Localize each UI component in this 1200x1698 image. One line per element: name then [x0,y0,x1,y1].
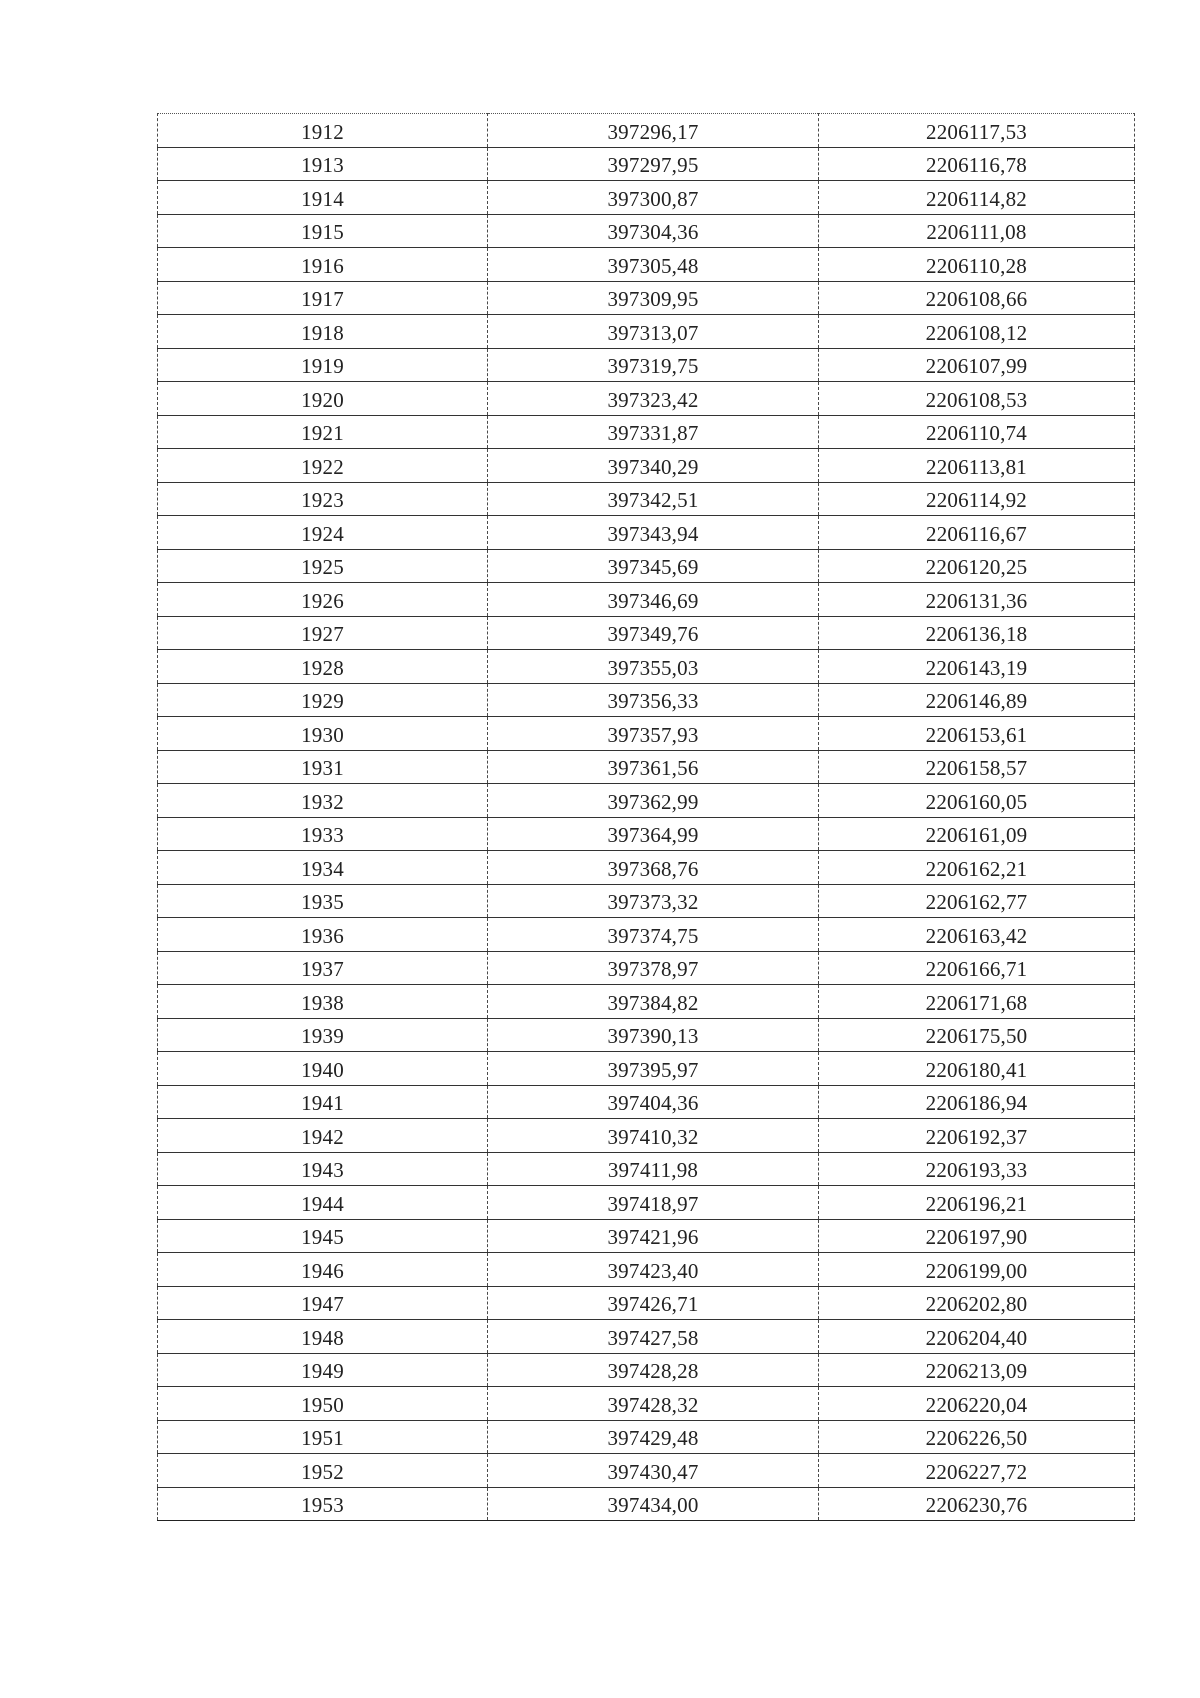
table-row [158,348,1135,382]
table-row [158,1353,1135,1387]
table-row [158,884,1135,918]
coordinates-table [157,113,1135,1521]
point-number-cell: 1938 [158,985,488,1019]
y-coordinate-cell: 2206153,61 [819,717,1135,751]
x-coordinate-cell: 397374,75 [488,918,819,952]
x-coordinate-cell: 397340,29 [488,449,819,483]
x-coordinate-cell: 397395,97 [488,1052,819,1086]
y-coordinate-cell: 2206227,72 [819,1454,1135,1488]
table-row [158,784,1135,818]
table-row [158,1454,1135,1488]
point-number-cell: 1937 [158,951,488,985]
y-coordinate-cell: 2206114,82 [819,181,1135,215]
y-coordinate-cell: 2206180,41 [819,1052,1135,1086]
x-coordinate-cell: 397349,76 [488,616,819,650]
point-number-cell: 1951 [158,1420,488,1454]
y-coordinate-cell: 2206226,50 [819,1420,1135,1454]
point-number-cell: 1936 [158,918,488,952]
point-number-cell: 1929 [158,683,488,717]
point-number-cell: 1928 [158,650,488,684]
x-coordinate-cell: 397309,95 [488,281,819,315]
table-row [158,717,1135,751]
point-number-cell: 1914 [158,181,488,215]
x-coordinate-cell: 397300,87 [488,181,819,215]
table-row [158,1052,1135,1086]
y-coordinate-cell: 2206113,81 [819,449,1135,483]
table-row [158,1219,1135,1253]
y-coordinate-cell: 2206114,92 [819,482,1135,516]
y-coordinate-cell: 2206192,37 [819,1119,1135,1153]
point-number-cell: 1919 [158,348,488,382]
table-row [158,482,1135,516]
x-coordinate-cell: 397427,58 [488,1320,819,1354]
point-number-cell: 1912 [158,114,488,148]
point-number-cell: 1944 [158,1186,488,1220]
table-row [158,985,1135,1019]
x-coordinate-cell: 397418,97 [488,1186,819,1220]
table-row [158,181,1135,215]
y-coordinate-cell: 2206110,74 [819,415,1135,449]
table-row [158,1253,1135,1287]
y-coordinate-cell: 2206213,09 [819,1353,1135,1387]
point-number-cell: 1952 [158,1454,488,1488]
table-row [158,516,1135,550]
x-coordinate-cell: 397423,40 [488,1253,819,1287]
point-number-cell: 1921 [158,415,488,449]
table-row [158,1387,1135,1421]
y-coordinate-cell: 2206199,00 [819,1253,1135,1287]
point-number-cell: 1915 [158,214,488,248]
point-number-cell: 1950 [158,1387,488,1421]
point-number-cell: 1913 [158,147,488,181]
table-row [158,650,1135,684]
table-row [158,1286,1135,1320]
table-row [158,951,1135,985]
y-coordinate-cell: 2206193,33 [819,1152,1135,1186]
y-coordinate-cell: 2206166,71 [819,951,1135,985]
y-coordinate-cell: 2206146,89 [819,683,1135,717]
point-number-cell: 1943 [158,1152,488,1186]
table-row [158,683,1135,717]
point-number-cell: 1949 [158,1353,488,1387]
table-row [158,415,1135,449]
x-coordinate-cell: 397343,94 [488,516,819,550]
x-coordinate-cell: 397373,32 [488,884,819,918]
y-coordinate-cell: 2206143,19 [819,650,1135,684]
y-coordinate-cell: 2206230,76 [819,1487,1135,1521]
point-number-cell: 1918 [158,315,488,349]
x-coordinate-cell: 397410,32 [488,1119,819,1153]
y-coordinate-cell: 2206197,90 [819,1219,1135,1253]
table-row [158,147,1135,181]
y-coordinate-cell: 2206162,21 [819,851,1135,885]
table-row [158,248,1135,282]
y-coordinate-cell: 2206160,05 [819,784,1135,818]
y-coordinate-cell: 2206116,67 [819,516,1135,550]
table-row [158,214,1135,248]
x-coordinate-cell: 397428,28 [488,1353,819,1387]
table-row [158,1420,1135,1454]
point-number-cell: 1924 [158,516,488,550]
point-number-cell: 1940 [158,1052,488,1086]
point-number-cell: 1946 [158,1253,488,1287]
point-number-cell: 1917 [158,281,488,315]
x-coordinate-cell: 397404,36 [488,1085,819,1119]
table-row [158,1119,1135,1153]
point-number-cell: 1925 [158,549,488,583]
y-coordinate-cell: 2206204,40 [819,1320,1135,1354]
table-row [158,1085,1135,1119]
y-coordinate-cell: 2206162,77 [819,884,1135,918]
table-row [158,1152,1135,1186]
x-coordinate-cell: 397331,87 [488,415,819,449]
x-coordinate-cell: 397384,82 [488,985,819,1019]
point-number-cell: 1941 [158,1085,488,1119]
y-coordinate-cell: 2206111,08 [819,214,1135,248]
y-coordinate-cell: 2206161,09 [819,817,1135,851]
y-coordinate-cell: 2206131,36 [819,583,1135,617]
y-coordinate-cell: 2206108,66 [819,281,1135,315]
x-coordinate-cell: 397434,00 [488,1487,819,1521]
y-coordinate-cell: 2206196,21 [819,1186,1135,1220]
point-number-cell: 1933 [158,817,488,851]
x-coordinate-cell: 397345,69 [488,549,819,583]
point-number-cell: 1932 [158,784,488,818]
point-number-cell: 1947 [158,1286,488,1320]
y-coordinate-cell: 2206136,18 [819,616,1135,650]
table-row [158,1018,1135,1052]
x-coordinate-cell: 397421,96 [488,1219,819,1253]
table-row [158,1320,1135,1354]
table-row [158,449,1135,483]
point-number-cell: 1931 [158,750,488,784]
point-number-cell: 1916 [158,248,488,282]
table-row [158,114,1135,148]
point-number-cell: 1920 [158,382,488,416]
x-coordinate-cell: 397361,56 [488,750,819,784]
x-coordinate-cell: 397346,69 [488,583,819,617]
y-coordinate-cell: 2206108,53 [819,382,1135,416]
table-row [158,583,1135,617]
y-coordinate-cell: 2206120,25 [819,549,1135,583]
point-number-cell: 1948 [158,1320,488,1354]
table-row [158,851,1135,885]
x-coordinate-cell: 397342,51 [488,482,819,516]
y-coordinate-cell: 2206108,12 [819,315,1135,349]
point-number-cell: 1922 [158,449,488,483]
x-coordinate-cell: 397378,97 [488,951,819,985]
point-number-cell: 1953 [158,1487,488,1521]
x-coordinate-cell: 397356,33 [488,683,819,717]
y-coordinate-cell: 2206186,94 [819,1085,1135,1119]
x-coordinate-cell: 397305,48 [488,248,819,282]
y-coordinate-cell: 2206158,57 [819,750,1135,784]
x-coordinate-cell: 397411,98 [488,1152,819,1186]
y-coordinate-cell: 2206110,28 [819,248,1135,282]
table-row [158,1186,1135,1220]
point-number-cell: 1935 [158,884,488,918]
x-coordinate-cell: 397296,17 [488,114,819,148]
table-row [158,315,1135,349]
table-row [158,382,1135,416]
x-coordinate-cell: 397430,47 [488,1454,819,1488]
table-row [158,918,1135,952]
y-coordinate-cell: 2206175,50 [819,1018,1135,1052]
y-coordinate-cell: 2206202,80 [819,1286,1135,1320]
x-coordinate-cell: 397357,93 [488,717,819,751]
x-coordinate-cell: 397313,07 [488,315,819,349]
x-coordinate-cell: 397429,48 [488,1420,819,1454]
table-row [158,281,1135,315]
coordinates-table-body [158,114,1135,1521]
point-number-cell: 1934 [158,851,488,885]
point-number-cell: 1927 [158,616,488,650]
x-coordinate-cell: 397368,76 [488,851,819,885]
y-coordinate-cell: 2206220,04 [819,1387,1135,1421]
point-number-cell: 1939 [158,1018,488,1052]
x-coordinate-cell: 397390,13 [488,1018,819,1052]
x-coordinate-cell: 397364,99 [488,817,819,851]
x-coordinate-cell: 397426,71 [488,1286,819,1320]
point-number-cell: 1926 [158,583,488,617]
point-number-cell: 1945 [158,1219,488,1253]
x-coordinate-cell: 397428,32 [488,1387,819,1421]
y-coordinate-cell: 2206117,53 [819,114,1135,148]
x-coordinate-cell: 397304,36 [488,214,819,248]
table-row [158,1487,1135,1521]
x-coordinate-cell: 397323,42 [488,382,819,416]
x-coordinate-cell: 397297,95 [488,147,819,181]
x-coordinate-cell: 397362,99 [488,784,819,818]
x-coordinate-cell: 397355,03 [488,650,819,684]
y-coordinate-cell: 2206163,42 [819,918,1135,952]
table-row [158,549,1135,583]
table-row [158,817,1135,851]
point-number-cell: 1923 [158,482,488,516]
table-row [158,616,1135,650]
x-coordinate-cell: 397319,75 [488,348,819,382]
point-number-cell: 1930 [158,717,488,751]
table-row [158,750,1135,784]
point-number-cell: 1942 [158,1119,488,1153]
y-coordinate-cell: 2206171,68 [819,985,1135,1019]
y-coordinate-cell: 2206107,99 [819,348,1135,382]
y-coordinate-cell: 2206116,78 [819,147,1135,181]
